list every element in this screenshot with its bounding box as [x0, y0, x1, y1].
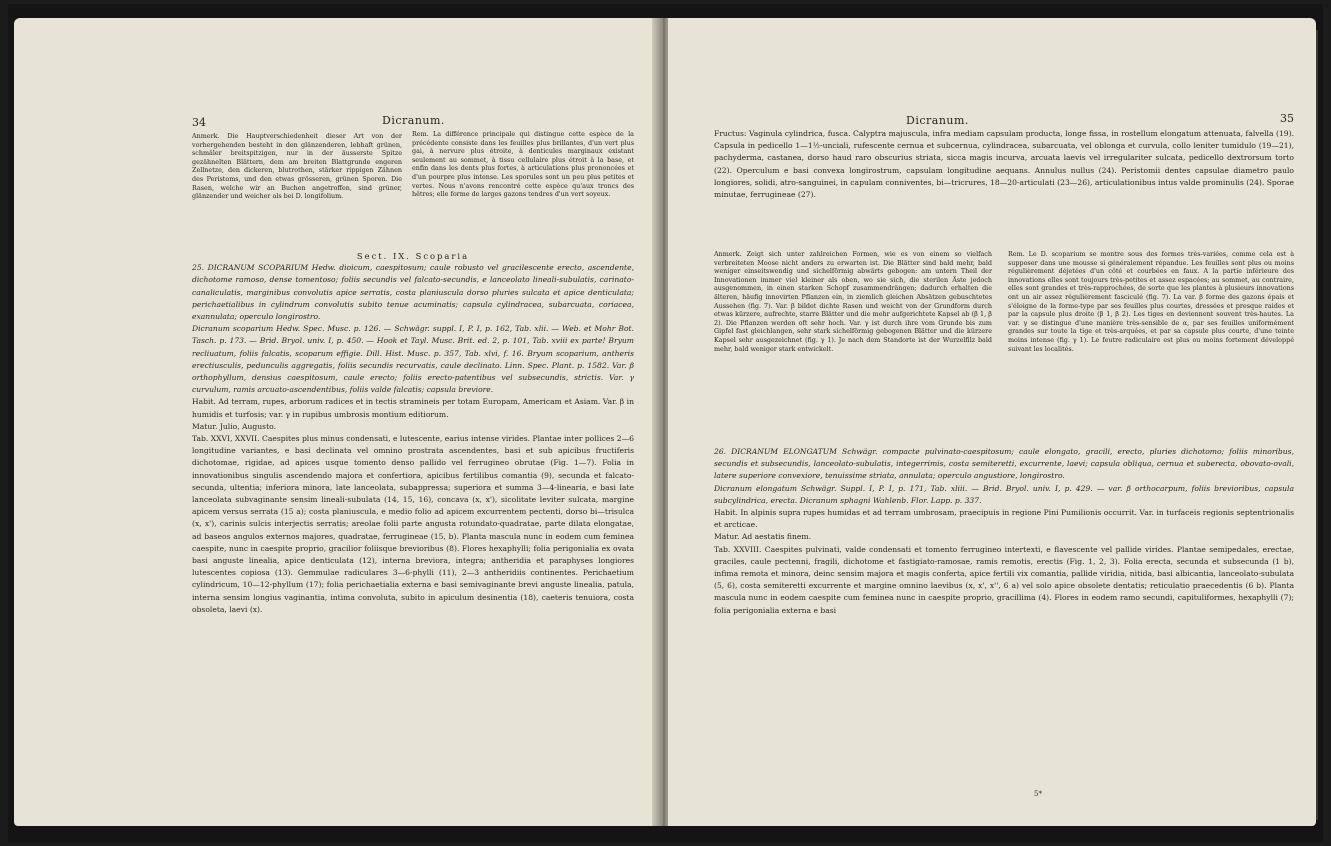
fructus-paragraph — [714, 128, 1294, 201]
species-heading: 25. DICRANUM SCOPARIUM Hedw. dioicum, caespitosum; caule robusto vel gracilescente erecto, ascendente, dichotome ramoso, dense tomentoso; foliis secundis vel falcato-secundis, e lanceolato lineali-subulatis, carinato-canaliculatis, marginibus convolutis apice serratis, costa planiuscula dorso pluries sulcata et apice denticulata; perichaetialibus in cylindrum convolutis subito tenue acuminatis; capsula cylindracea, subarcuata, coriacea, exannulata; operculo longirostro. — [192, 263, 634, 322]
synonyms: Dicranum scoparium Hedw. Spec. Musc. p. 126. — Schwägr. suppl. I, P. I, p. 162, Tab. xlii. — Web. et Mohr Bot. Tasch. p. 173. — Brid. Bryol. univ. I, p. 450. — Hook et Tayl. Musc. Brit. ed. 2, p. 101, Tab. xviii ex parte! Bryum recliuatum, foliis falcatis, scoparum effigie. Dill. Hist. Musc. p. 357, Tab. xlvi, f. 16. Bryum scoparium, antheris erectiusculis, pedunculis aggregatis, foliis secundis recurvatis, caule declinato. Linn. Spec. Plant. p. 1582. Var. β orthophyllum, densius caespitosum, caule erecto; foliis erecto-patentibus vel subsecundis, strictis. Var. γ curvulum, ramis arcuato-ascendentibus, foliis valde falcatis; capsula breviore. — [192, 324, 634, 395]
right-page — [668, 18, 1316, 826]
habitat: Habit. In alpinis supra rupes humidas et ad terram umbrosam, praecipuis in regione Pini Pumilionis occurrit. Var. in turfaceis regionis septentrionalis et arcticae. — [714, 508, 1294, 530]
description: Tab. XXVIII. Caespites pulvinati, valde condensati et tomento ferrugineo intertexti, e flavescente vel pallide virides. Plantae semipedales, erectae, graciles, caule pectenni, fragili, dichotome et fastigiato-ramosae, ramis remotis, erectis (Fig. 1, 2, 3). Folia erecta, secunda et subsecunda (1 b), infima remota et minora, deinc sensim majora et magis conferta, apice fertili vix comantia, pallide viridia, nitida, basi albicantia, lanceolato-subulata (5, 6), costa semiteretti excurrente et margine omnino laevibus (x, x', x'', 6 a) vel solo apice obsolete dentatis; reticulatio praecedentis (6 b). Planta mascula nunc in eodem caespite cum feminea nunc in caespite proprio, gracillima (4). Flores in eodem ramo secundi, capituliformes, hexaphylli (7); folia perigonialia externa e basi — [714, 544, 1294, 615]
note-german-text: Anmerk. Zeigt sich unter zahlreichen Formen, wie es von einem so vielfach verbreiteten Moose nicht anders zu erwarten ist. Die Blätter sind bald mehr, bald weniger einseitswendig und sichelförmig abwärts gebogen: am untern Theil der Innovationen immer viel kleiner als oben, wo sie sich, die sterilen Äste jedoch ausgenommen, in einen starken Schopf zusammendrängen; dadurch erhalten die älteren, häufig innovirten Pflanzen ein, in ziemlich gleichen Absätzen gebuschtetes Aussehen (fig. 7). Var. β bildet dichte Rasen und weicht von der Grundform durch etwas kürzere, aufrechte, starre Blätter und die mehr aufgerichtete Kapsel ab (β 1, β 2). Die Pflanzen werden oft sehr hoch. Var. γ ist durch ihre vom Grunde bis zum Gipfel fast gleichlangen, sehr stark sichelförmig gebogenen Blätter und die kürzere Kapsel sehr ausgezeichnet (fig. γ 1). Je nach dem Standorte ist der Wurzelfilz bald mehr, bald weniger stark entwickelt. — [714, 250, 992, 353]
species-heading: 26. DICRANUM ELONGATUM Schwägr. compacte pulvinato-caespitosum; caule elongato, gracili, erecto, pluries dichotomo; foliis minoribus, secundis et subsecundis, lanceolato-subulatis, integerrimis, costa semiteretti, excurrente, laevi; capsula obliqua, cernua et suberecta, obovato-ovali, latere superiore convexiore, tenuissime striata, annulata; operculo angustiore, longirostro. — [714, 447, 1294, 481]
habitat: Habit. Ad terram, rupes, arborum radices et in tectis stramineis per totam Europam, Americam et Asiam. Var. β in humidis et turfosis; var. γ in rupibus umbrosis montium editiorum. — [192, 397, 634, 419]
section-heading: Sect. IX. Scoparia — [356, 251, 470, 261]
maturity: Matur. Julio, Augusto. — [192, 421, 276, 431]
description: Tab. XXVI, XXVII. Caespites plus minus condensati, e lutescente, earius intense virides. Plantae inter pollices 2—6 longitudine variantes, e basi declinata vel omnino prostrata ascendentes, basi et sub apicibus fructiferis dichotomae, rigidae, ad apices usque tomento denso pallido vel ferrugineo obrutae (Fig. 1—7). Folia in innovationibus singulis ascendendo majora et confertiora, apicibus fertilibus comantia (9), secunda et falcato-secunda, ultentia; inferiora minora, late lanceolata, subappressa; superiora et summa 3—4-linearia, e basi late lanceolata subvaginante sensim lineali-subulata (14, 15, 16), concava (x, x'), sicolitate leviter sulcata, margine apicem versus serrata (15 a); costa planiuscula, e medio folio ad apicem excurrentem pectenti, dorso bi—trisulca (x, x'), carinis sulcis interjectis serratis; areolae folii parte angusta rotundato-quadratae, parte dilata elongatae, ad baseos angulos externos majores, quadratae, ferrugineae (15, b). Planta mascula nunc in eodem cum feminea caespite, nunc in caespite proprio, gracilior foliisque brevioribus (8). Flores hexaphylli; folia perigonialia ex ovata basi anguste linealia, apice denticulata (12), interna breviora, integra; antheridia et paraphyses longiores lutescentes copiosa (13). Gemmulae radiculares 3—6-phylli (11), 2—3 antheridiis continentes. Perichaetium cylindricum, 10—12-phyllum (17); folia perichaetialia externa e basi semivaginante brevi anguste linealia, patula, interna sensim longius vaginantia, intima convoluta, subito in apiculum desinentia (18), caeteris tenuiora, costa obsoleta, laevi (x). — [192, 434, 634, 614]
signature-mark: 5* — [1034, 790, 1042, 798]
running-head: Dicranum. — [906, 114, 969, 127]
left-main-text — [192, 250, 634, 616]
fructus-text: Fructus: Vaginula cylindrica, fusca. Calyptra majuscula, infra mediam capsulam producta, longe fissa, in rostellum elongatum attenuata, falvella (19). Capsula in pedicello 1—1½-unciali, rufescente cernua et subcernua, cylindracea, subarcuata, vel oblonga et curvula, collo leniter tumidulo (19—21), pachyderma, castanea, dorso haud raro obscurius striata, sicca magis incurva, arcuata laevis vel irregulariter sulcata, pedicello dextrorsum torto (22). Operculum e basi convexa longirostrum, capsulam longitudine aequans. Annulus nullus (24). Peristomii dentes capsulae diametro paulo longiores, solidi, atro-sanguinei, in capulam conniventes, bi—tricrures, 18—20-articulati (23—26), articulationibus intus valde prominulis (24). Sporae minutae, ferrugineae (27). — [714, 129, 1294, 200]
page-number: 35 — [1280, 112, 1294, 125]
note-french — [412, 130, 634, 199]
note-french — [1008, 250, 1294, 353]
note-german-text: Anmerk. Die Hauptverschiedenheit dieser Art von der vorhergehenden besteht in den glänzenderen, lebhaft grünen, schmäler breitspitzigen, nur in der äusserste Spitze gezähnelten Blättern, dem am breiten Blattgrunde engeren Zellnetze, den dickeren, blutrothen, stärker rippigen Zähnen des Peristoms, und den etwas grösseren, grünen Sporen. Die Rasen, welche wir an Buchen angetroffen, sind grüner, glänzender und weicher als bei D. longifolium. — [192, 132, 402, 201]
left-page — [14, 18, 660, 826]
right-main-text — [714, 446, 1294, 617]
note-german — [714, 250, 992, 353]
note-french-text: Rem. Le D. scoparium se montre sous des formes très-variées, comme cela est à supposer dans une mousse si généralement répandue. Les feuilles sont plus ou moins régulièrement déjetées d'un côté et courbées en faux. A la partie inférieure des innovations elles sont toujours très-petites et assez espacées; au sommet, au contraire, elles sont grandes et très-rapprochées, de sorte que les plantes à plusieurs innovations ont un air assez régulièrement fasciculé (fig. 7). La var. β forme des gazons épais et s'éloigne de la forme-type par ses feuilles plus courtes, dressées et presque raides et par la capsule plus droite (β 1, β 2). Les tiges en deviennent souvent très-hautes. La var. γ se distingue d'une manière très-sensible de α, par ses feuilles uniformément grandes sur toute la tige et très-arquées, et par sa capsule plus courte, d'une teinte moins intense (fig. γ 1). Le feutre radiculaire est plus ou moins fortement développé suivant les localités. — [1008, 250, 1294, 353]
note-german — [192, 132, 402, 201]
page-number: 34 — [192, 116, 206, 129]
maturity: Matur. Ad aestatis finem. — [714, 532, 811, 542]
synonyms: Dicranum elongatum Schwägr. Suppl. I, P. I, p. 171, Tab. xliii. — Brid. Bryol. univ. I, p. 429. — var. β orthocarpum, foliis brevioribus, capsula subcylindrica, erecta. Dicranum sphagni Wahlenb. Flor. Lapp. p. 337. — [714, 483, 1294, 505]
note-french-text: Rem. La différence principale qui distingue cette espèce de la précédente consiste dans les feuilles plus brillantes, d'un vert plus gai, à nervure plus étroite, à denticules marginaux existant seulement au sommet, à tissu cellulaire plus étroit à la base, et enfin dans les dents plus fortes, à articulations plus prononcées et d'un pourpre plus intense. Les sporules sont un peu plus petites et vertes. Nous n'avons rencontré cette espèce qu'aux troncs des hêtres; elle forme de larges gazons tendres d'un vert soyeux. — [412, 130, 634, 199]
running-head: Dicranum. — [382, 114, 445, 127]
